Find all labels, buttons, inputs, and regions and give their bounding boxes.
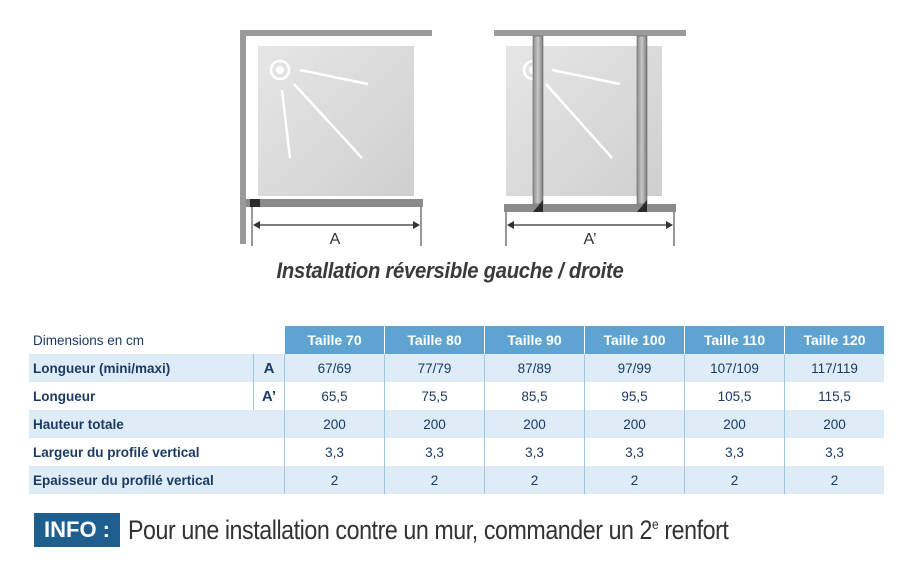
table-cell: 107/109 — [685, 354, 785, 382]
row-label: Longueur (mini/maxi) — [29, 354, 254, 382]
table-cell: 3,3 — [785, 438, 885, 466]
table-cell: 3,3 — [285, 438, 385, 466]
table-cell: 115,5 — [785, 382, 885, 410]
table-cell: 200 — [785, 410, 885, 438]
column-header: Taille 110 — [685, 326, 785, 354]
info-banner — [34, 512, 826, 548]
dimension-label-a: A — [329, 231, 341, 248]
table-cell: 75,5 — [385, 382, 485, 410]
info-badge: INFO : — [34, 513, 120, 547]
table-row — [29, 466, 884, 494]
row-code — [254, 438, 285, 466]
left-diagram — [240, 30, 432, 248]
dimensions-table — [29, 326, 884, 494]
column-header: Taille 90 — [485, 326, 585, 354]
column-header: Taille 100 — [585, 326, 685, 354]
info-text-end: renfort — [658, 514, 729, 545]
table-cell: 2 — [785, 466, 885, 494]
table-cell: 85,5 — [485, 382, 585, 410]
table-cell: 67/69 — [285, 354, 385, 382]
row-code: A’ — [254, 382, 285, 410]
table-cell: 87/89 — [485, 354, 585, 382]
table-cell: 77/79 — [385, 354, 485, 382]
table-cell: 97/99 — [585, 354, 685, 382]
table-row — [29, 354, 884, 382]
table-cell: 65,5 — [285, 382, 385, 410]
info-text-main: Pour une installation contre un mur, commander un 2 — [128, 514, 653, 545]
table-cell: 200 — [485, 410, 585, 438]
row-code: A — [254, 354, 285, 382]
row-code — [254, 466, 285, 494]
installation-diagram — [0, 0, 900, 255]
info-text-sup: e — [652, 515, 659, 532]
row-label: Longueur — [33, 388, 96, 404]
table-row — [29, 382, 884, 410]
table-cell: 2 — [485, 466, 585, 494]
table-cell: 2 — [285, 466, 385, 494]
dimension-label-a-prime: A’ — [583, 231, 597, 248]
table-row — [29, 438, 884, 466]
table-cell: 200 — [585, 410, 685, 438]
row-label: Hauteur totale — [29, 410, 254, 438]
table-cell: 117/119 — [785, 354, 885, 382]
table-cell: 3,3 — [585, 438, 685, 466]
table-cell: 2 — [385, 466, 485, 494]
right-diagram — [494, 30, 686, 248]
header-label: Dimensions en cm — [33, 332, 145, 348]
table-cell: 200 — [385, 410, 485, 438]
installation-subtitle: Installation réversible gauche / droite — [276, 258, 624, 283]
table-cell: 95,5 — [585, 382, 685, 410]
table-cell: 200 — [685, 410, 785, 438]
row-label: Epaisseur du profilé vertical — [29, 466, 254, 494]
info-text — [128, 515, 728, 546]
column-header: Taille 80 — [385, 326, 485, 354]
row-label: Largeur du profilé vertical — [33, 444, 200, 460]
table-header-row — [29, 326, 884, 354]
table-cell: 2 — [585, 466, 685, 494]
table-cell: 200 — [285, 410, 385, 438]
table-cell: 105,5 — [685, 382, 785, 410]
column-header: Taille 70 — [285, 326, 385, 354]
row-code — [254, 410, 285, 438]
table-row — [29, 410, 884, 438]
table-cell: 3,3 — [685, 438, 785, 466]
table-cell: 3,3 — [485, 438, 585, 466]
table-cell: 2 — [685, 466, 785, 494]
table-cell: 3,3 — [385, 438, 485, 466]
column-header: Taille 120 — [785, 326, 885, 354]
